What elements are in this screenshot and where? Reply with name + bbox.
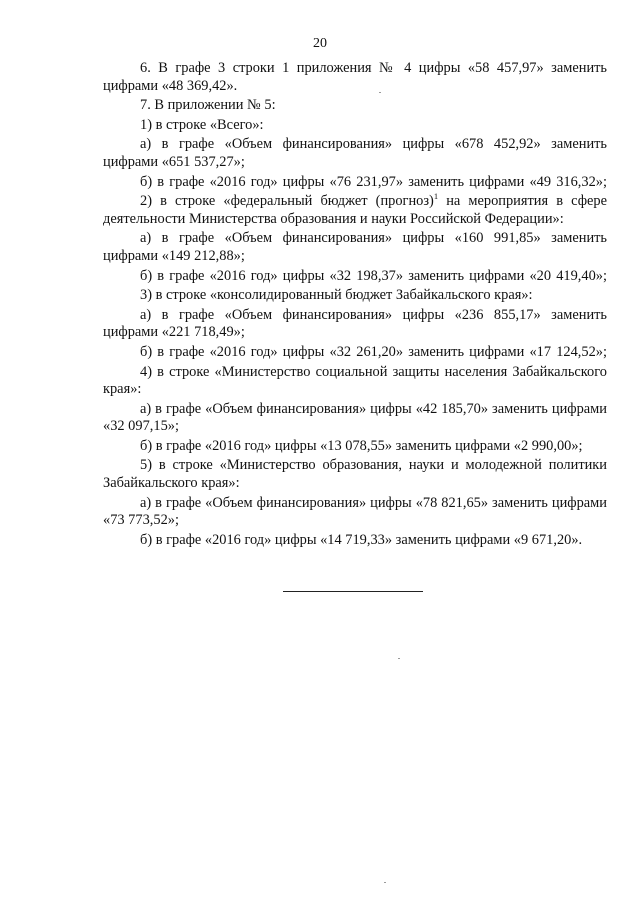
- paragraph-7-2: [103, 193, 607, 228]
- paragraph-7-3-b: [103, 344, 607, 362]
- scan-speck: [384, 882, 386, 883]
- paragraph-text: 2) в строке «федеральный бюджет (прогноз): [140, 193, 434, 210]
- scan-speck: [379, 92, 381, 93]
- paragraph-7-4-b: [103, 438, 607, 456]
- paragraph-7-4-a: [103, 401, 607, 436]
- paragraph-text: а) в графе «Объем финансирования» цифры «236 855,17» заменить цифрами «221 718,49»;: [103, 306, 607, 341]
- paragraph-text: б) в графе «2016 год» цифры «32 261,20» заменить цифрами «17 124,52»;: [140, 343, 607, 360]
- paragraph-text: а) в графе «Объем финансирования» цифры «42 185,70» заменить цифрами «32 097,15»;: [103, 400, 607, 435]
- paragraph-text: 3) в строке «консолидированный бюджет Забайкальского края»:: [140, 287, 533, 304]
- paragraph-text: б) в графе «2016 год» цифры «32 198,37» заменить цифрами «20 419,40»;: [140, 267, 607, 284]
- paragraph-text: а) в графе «Объем финансирования» цифры «678 452,92» заменить цифрами «651 537,27»;: [103, 136, 607, 170]
- paragraph-text: б) в графе «2016 год» цифры «13 078,55» заменить цифрами «2 990,00»;: [140, 437, 583, 454]
- paragraph-7-4: [103, 364, 607, 399]
- paragraph-7-2-a: [103, 230, 607, 265]
- paragraph-text: 5) в строке «Министерство образования, науки и молодежной политики Забайкальского края»:: [103, 457, 607, 492]
- paragraph-7-1: [103, 117, 607, 135]
- end-of-text-rule: [283, 591, 423, 592]
- paragraph-7-5: [103, 457, 607, 492]
- paragraph-7-5-a: [103, 495, 607, 530]
- paragraph-6: [103, 60, 607, 95]
- paragraph-7-1-a: [103, 136, 607, 171]
- scan-speck: [398, 658, 400, 659]
- paragraph-text: 7. В приложении № 5:: [140, 97, 276, 114]
- paragraph-text: 1) в строке «Всего»:: [140, 116, 264, 133]
- paragraph-text: 4) в строке «Министерство социальной защиты населения Забайкальского края»:: [103, 363, 607, 398]
- paragraph-text: а) в графе «Объем финансирования» цифры «78 821,65» заменить цифрами «73 773,52»;: [103, 494, 607, 529]
- paragraph-7-2-b: [103, 268, 607, 286]
- footnote-reference: 1: [433, 191, 439, 202]
- paragraph-7-1-b: [103, 174, 607, 192]
- paragraph-text: б) в графе «2016 год» цифры «14 719,33» заменить цифрами «9 671,20».: [140, 531, 583, 548]
- paragraph-text-continued: на мероприятия в сфере деятельности Министерства образования и науки Российской Федерации»:: [103, 193, 607, 227]
- paragraph-7-5-b: [103, 532, 607, 550]
- paragraph-7-3-a: [103, 307, 607, 342]
- page-number: 20: [313, 36, 327, 51]
- paragraph-text: б) в графе «2016 год» цифры «76 231,97» заменить цифрами «49 316,32»;: [140, 173, 607, 190]
- paragraph-7: [103, 97, 607, 115]
- paragraph-7-3: [103, 287, 607, 305]
- paragraph-text: а) в графе «Объем финансирования» цифры «160 991,85» заменить цифрами «149 212,88»;: [103, 230, 607, 264]
- document-body: [103, 60, 607, 551]
- paragraph-text: 6. В графе 3 строки 1 приложения № 4 цифры «58 457,97» заменить цифрами «48 369,42».: [103, 60, 607, 94]
